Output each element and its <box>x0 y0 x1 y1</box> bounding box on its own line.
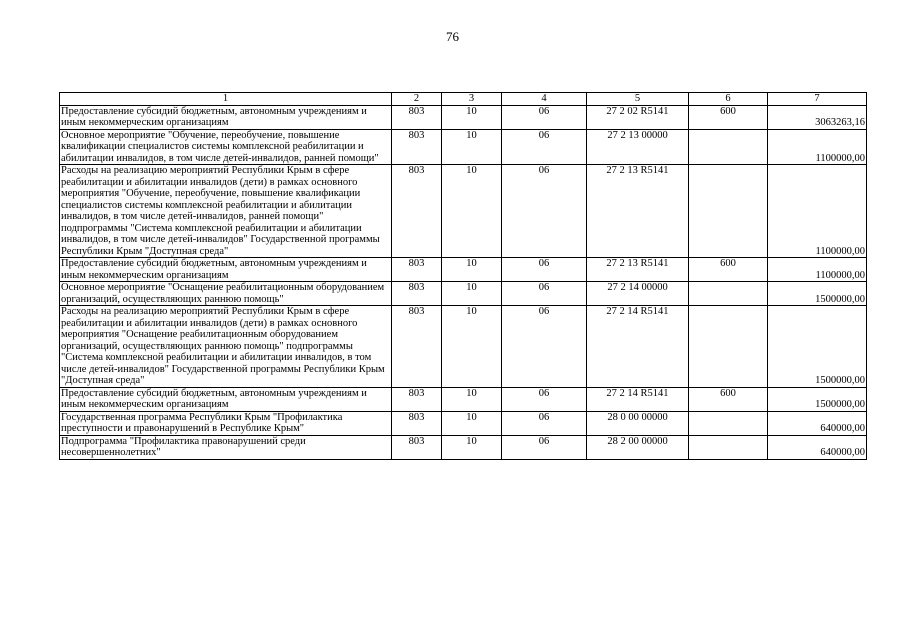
header-cell-7: 7 <box>768 93 867 106</box>
row-description: Государственная программа Республики Крым "Профилактика преступности и правонарушений в Республике Крым" <box>60 411 392 435</box>
table-row <box>60 435 867 459</box>
row-code-3: 10 <box>442 165 502 258</box>
row-code-3: 10 <box>442 411 502 435</box>
table-row <box>60 387 867 411</box>
row-amount: 1100000,00 <box>768 165 867 258</box>
row-code-2: 803 <box>392 282 442 306</box>
row-code-3: 10 <box>442 387 502 411</box>
table-row <box>60 411 867 435</box>
row-code-4: 06 <box>502 387 587 411</box>
row-code-3: 10 <box>442 282 502 306</box>
header-cell-6: 6 <box>689 93 768 106</box>
row-code-5: 27 2 14 00000 <box>587 282 689 306</box>
header-cell-5: 5 <box>587 93 689 106</box>
table-row <box>60 258 867 282</box>
row-code-4: 06 <box>502 105 587 129</box>
table-row <box>60 306 867 388</box>
row-description: Подпрограмма "Профилактика правонарушений среди несовершеннолетних" <box>60 435 392 459</box>
row-description: Предоставление субсидий бюджетным, автономным учреждениям и иным некоммерческим организациям <box>60 105 392 129</box>
row-code-2: 803 <box>392 129 442 165</box>
row-description: Расходы на реализацию мероприятий Республики Крым в сфере реабилитации и абилитации инвалидов (дети) в рамках основного мероприятия "Обучение, переобучение, повышение квалификации специалистов системы комплексной реабилитации и абилитации инвалидов, в том числе детей-инвалидов, ранней помощи" подпрограммы "Система комплексной реабилитации и абилитации инвалидов, в том числе детей-инвалидов" Государственной программы Республики Крым "Доступная среда" <box>60 165 392 258</box>
row-description: Расходы на реализацию мероприятий Республики Крым в сфере реабилитации и абилитации инвалидов (дети) в рамках основного мероприятия "Оснащение реабилитационным оборудованием организаций, осуществляющих раннюю помощь" подпрограммы "Система комплексной реабилитации и абилитации инвалидов, в том числе детей-инвалидов" Государственной программы Республики Крым "Доступная среда" <box>60 306 392 388</box>
row-code-5: 28 2 00 00000 <box>587 435 689 459</box>
row-amount: 640000,00 <box>768 435 867 459</box>
row-code-5: 27 2 13 R5141 <box>587 258 689 282</box>
row-code-4: 06 <box>502 435 587 459</box>
row-amount: 1100000,00 <box>768 129 867 165</box>
row-code-2: 803 <box>392 165 442 258</box>
row-code-5: 27 2 14 R5141 <box>587 306 689 388</box>
row-amount: 640000,00 <box>768 411 867 435</box>
table-row <box>60 282 867 306</box>
row-code-6: 600 <box>689 387 768 411</box>
table-row <box>60 165 867 258</box>
row-code-2: 803 <box>392 105 442 129</box>
row-code-2: 803 <box>392 411 442 435</box>
header-cell-1: 1 <box>60 93 392 106</box>
row-code-6 <box>689 165 768 258</box>
row-code-4: 06 <box>502 306 587 388</box>
row-code-6 <box>689 306 768 388</box>
row-code-3: 10 <box>442 105 502 129</box>
row-code-6 <box>689 435 768 459</box>
row-code-6 <box>689 411 768 435</box>
row-code-5: 27 2 13 R5141 <box>587 165 689 258</box>
row-amount: 1500000,00 <box>768 282 867 306</box>
row-code-6 <box>689 129 768 165</box>
row-code-4: 06 <box>502 282 587 306</box>
row-amount: 1500000,00 <box>768 306 867 388</box>
table-header-row <box>60 93 867 106</box>
row-code-2: 803 <box>392 435 442 459</box>
row-code-2: 803 <box>392 387 442 411</box>
row-amount: 1100000,00 <box>768 258 867 282</box>
row-code-4: 06 <box>502 129 587 165</box>
row-code-4: 06 <box>502 411 587 435</box>
row-code-3: 10 <box>442 129 502 165</box>
row-amount: 1500000,00 <box>768 387 867 411</box>
row-code-2: 803 <box>392 306 442 388</box>
header-cell-2: 2 <box>392 93 442 106</box>
row-code-4: 06 <box>502 258 587 282</box>
row-code-4: 06 <box>502 165 587 258</box>
row-description: Предоставление субсидий бюджетным, автономным учреждениям и иным некоммерческим организациям <box>60 387 392 411</box>
row-code-5: 27 2 13 00000 <box>587 129 689 165</box>
header-cell-3: 3 <box>442 93 502 106</box>
header-cell-4: 4 <box>502 93 587 106</box>
row-code-5: 27 2 02 R5141 <box>587 105 689 129</box>
row-code-2: 803 <box>392 258 442 282</box>
row-code-5: 28 0 00 00000 <box>587 411 689 435</box>
row-code-5: 27 2 14 R5141 <box>587 387 689 411</box>
row-description: Основное мероприятие "Обучение, переобучение, повышение квалификации специалистов системы комплексной реабилитации и абилитации инвалидов, в том числе детей-инвалидов, ранней помощи" <box>60 129 392 165</box>
row-description: Предоставление субсидий бюджетным, автономным учреждениям и иным некоммерческим организациям <box>60 258 392 282</box>
table-row <box>60 105 867 129</box>
table-row <box>60 129 867 165</box>
row-code-3: 10 <box>442 306 502 388</box>
row-description: Основное мероприятие "Оснащение реабилитационным оборудованием организаций, осуществляющих раннюю помощь" <box>60 282 392 306</box>
row-amount: 3063263,16 <box>768 105 867 129</box>
row-code-3: 10 <box>442 435 502 459</box>
row-code-6: 600 <box>689 105 768 129</box>
budget-table <box>59 92 867 460</box>
row-code-3: 10 <box>442 258 502 282</box>
row-code-6 <box>689 282 768 306</box>
page-number: 76 <box>446 29 459 44</box>
row-code-6: 600 <box>689 258 768 282</box>
